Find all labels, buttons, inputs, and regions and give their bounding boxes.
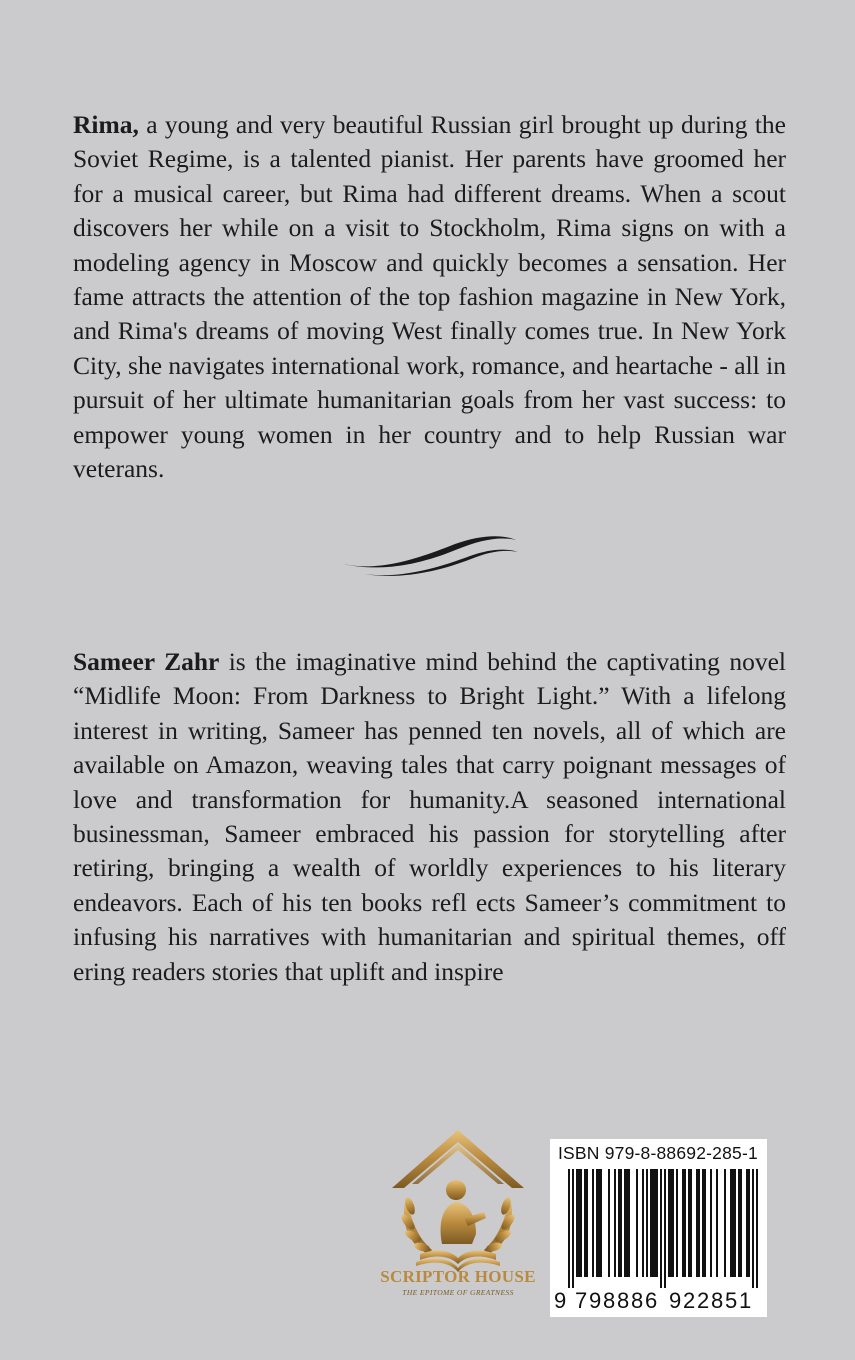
barcode-digit: 2 [697,1288,710,1313]
isbn-label: ISBN 979-8-88692-285-1 [558,1143,758,1163]
barcode-bar [572,1169,574,1288]
barcode-digit: 8 [617,1288,630,1313]
publisher-tagline: THE EPITOME OF GREATNESS [402,1288,514,1297]
barcode-digit: 8 [711,1288,724,1313]
publisher-name: SCRIPTOR HOUSE [380,1267,536,1286]
barcode-bar [724,1169,726,1277]
barcode-bar [730,1169,732,1277]
barcode-bar [746,1169,748,1277]
barcode-bar [690,1169,692,1277]
barcode-bar [738,1169,740,1277]
barcode-bar [636,1169,638,1277]
barcode-bar [664,1169,666,1288]
barcode-bar [676,1169,678,1277]
divider-swash-icon [340,530,520,578]
barcode-digit: 8 [631,1288,644,1313]
barcode-bar [656,1169,658,1277]
barcode-digit: 2 [683,1288,696,1313]
barcode-bar [748,1169,750,1277]
barcode-bar [614,1169,616,1277]
barcode-bar [756,1169,758,1288]
barcode-bar [660,1169,662,1288]
barcode-digit: 5 [725,1288,738,1313]
barcode-bar [624,1169,626,1277]
barcode-bar [592,1169,594,1277]
barcode-bar [596,1169,598,1277]
barcode-bar [716,1169,718,1277]
synopsis-body: a young and very beautiful Russian girl brought up during the Soviet Regime, is a talented pianist. Her parents have groomed her for a musical career, but Rima had different dreams. When a scout discovers her while on a visit to Stockholm, Rima signs on with a modeling agency in Moscow and quickly becomes a sensation. Her fame attracts the attention of the top fashion magazine in New York, and Rima's dreams of moving West finally comes true. In New York City, she navigates international work, romance, and heartache - all in pursuit of her ultimate humanitarian goals from her vast success: to empower young women in her country and to help Russian war veterans. [73,110,786,484]
barcode-bar [650,1169,652,1277]
author-name: Sameer Zahr [73,647,220,676]
barcode-bar [672,1169,674,1277]
barcode-bar [670,1169,672,1277]
barcode-bar [586,1169,588,1277]
synopsis-paragraph [73,108,786,486]
barcode-bar [618,1169,620,1277]
barcode-bar [568,1169,570,1288]
barcode-bar [684,1169,686,1277]
isbn-barcode [550,1139,767,1317]
barcode-digit: 9 [669,1288,682,1313]
barcode-bar [654,1169,656,1277]
barcode-bar [584,1169,586,1277]
barcode-bar [740,1169,742,1277]
barcode-digit: 9 [589,1288,602,1313]
barcode-bar [734,1169,736,1277]
barcode-bar [704,1169,706,1277]
barcode-bar [688,1169,690,1277]
barcode-bar [626,1169,628,1277]
barcode-bar [578,1169,580,1277]
barcode-bar [580,1169,582,1277]
barcode-digit: 9 [554,1288,567,1313]
barcode-bar [620,1169,622,1277]
barcode-digit: 6 [645,1288,658,1313]
barcode-bar [696,1169,698,1277]
barcode-bar [600,1169,602,1277]
barcode-bar [628,1169,630,1277]
barcode-bar [576,1169,578,1277]
barcode-bars [550,1167,767,1288]
barcode-bar [732,1169,734,1277]
barcode-digits [550,1288,767,1314]
barcode-bar [702,1169,704,1277]
synopsis-lead: Rima, [73,110,139,139]
barcode-digit: 7 [575,1288,588,1313]
author-bio-body: is the imaginative mind behind the captivating novel “Midlife Moon: From Darkness to Bright Light.” With a lifelong interest in writing, Sameer has penned ten novels, all of which are available on Amazon, weaving tales that carry poignant messages of love and transformation for humanity.A seasoned international businessman, Sameer embraced his passion for storytelling after retiring, bringing a wealth of worldly experiences to his literary endeavors. Each of his ten books refl ects Sameer’s commitment to infusing his narratives with humanitarian and spiritual themes, off ering readers stories that uplift and inspire [73,647,786,986]
barcode-bar [608,1169,610,1277]
barcode-bar [652,1169,654,1277]
barcode-bar [598,1169,600,1277]
barcode-bar [698,1169,700,1277]
author-bio-paragraph [73,645,786,989]
barcode-digit: 8 [603,1288,616,1313]
barcode-digit: 1 [739,1288,752,1313]
barcode-bar [710,1169,712,1277]
barcode-bar [646,1169,648,1277]
barcode-bar [642,1169,644,1277]
barcode-bar [682,1169,684,1277]
barcode-bar [752,1169,754,1288]
barcode-bar [668,1169,670,1277]
